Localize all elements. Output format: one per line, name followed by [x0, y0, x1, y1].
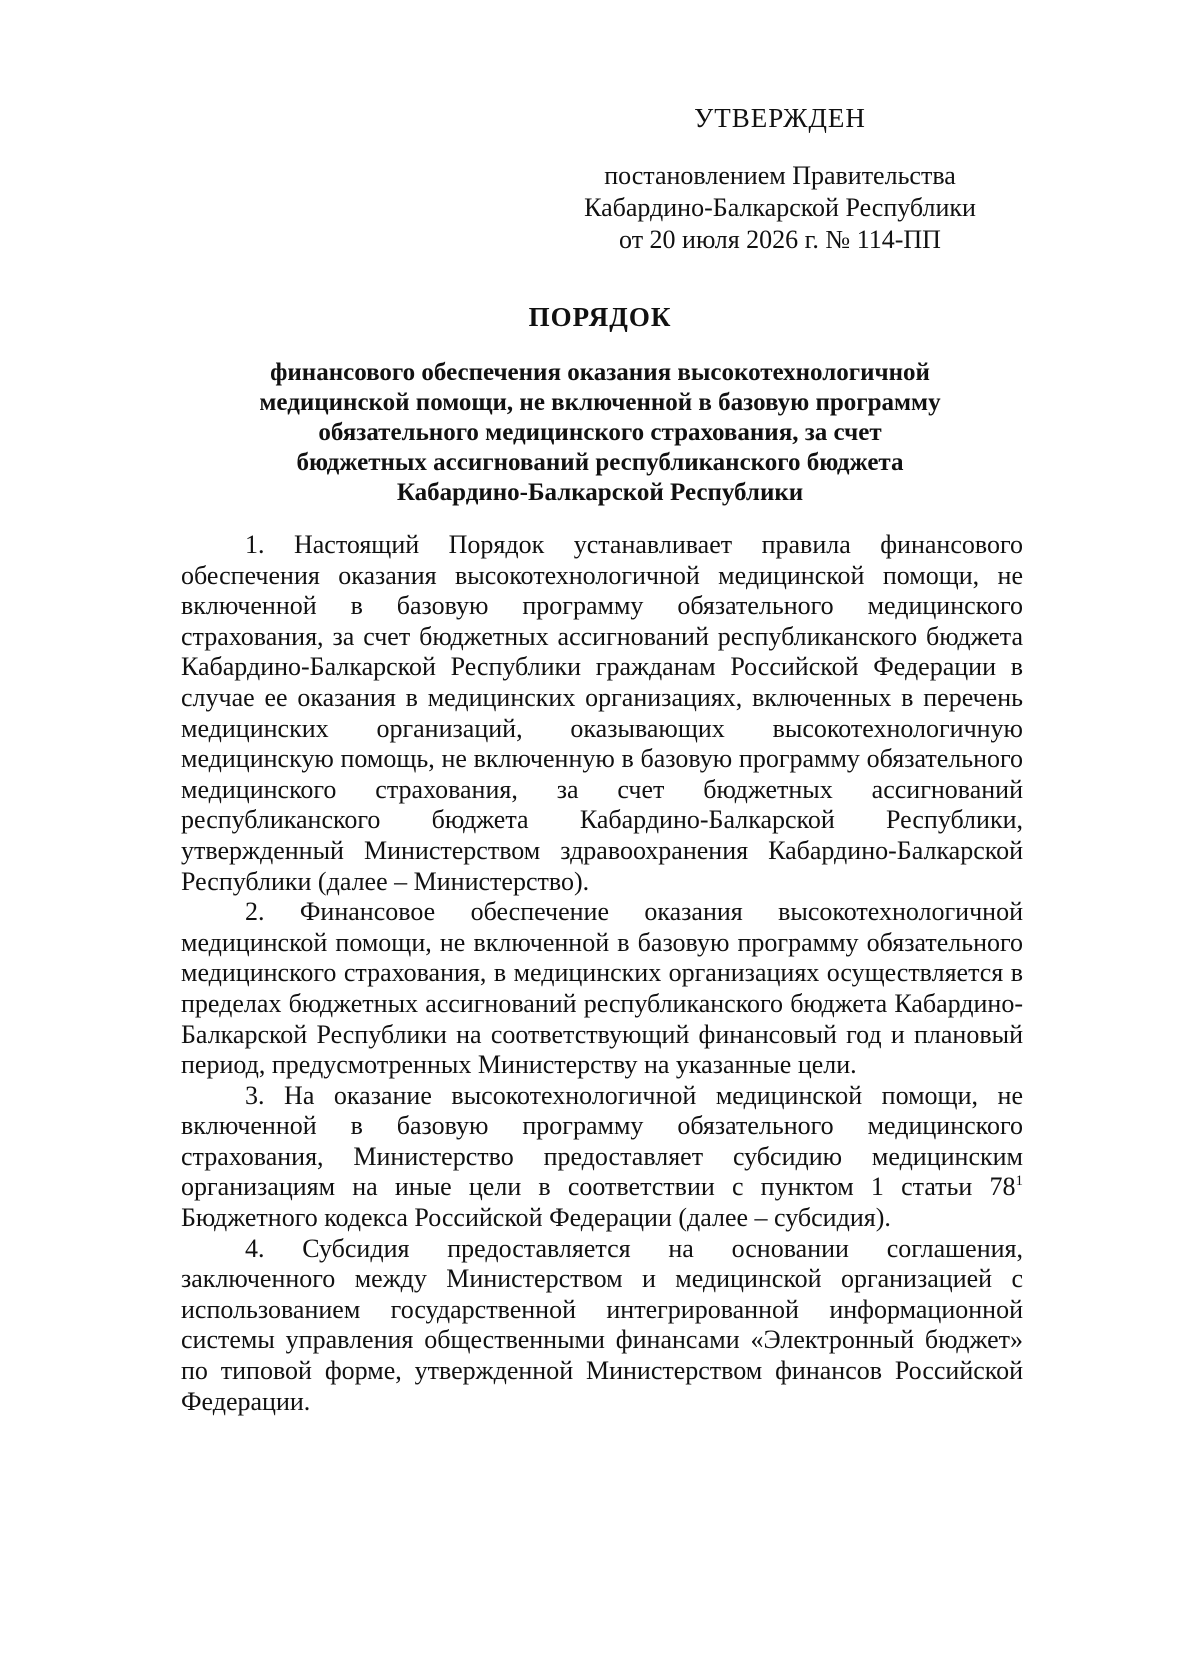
document-subtitle: [170, 358, 1030, 508]
approval-line-1: постановлением Правительства: [604, 161, 956, 190]
subtitle-line: обязательного медицинского страхования, за счет: [318, 419, 882, 446]
paragraph-2: 2. Финансовое обеспечение оказания высокотехнологичной медицинской помощи, не включенной в базовую программу обязательного медицинского страхования, в медицинских организациях осуществляется в пределах бюджетных ассигнований республиканского бюджета Кабардино-Балкарской Республики на соответствующий финансовый год и плановый период, предусмотренных Министерству на указанные цели.: [181, 897, 1023, 1080]
paragraph-3-text: 3. На оказание высокотехнологичной медицинской помощи, не включенной в базовую программу обязательного медицинского страхования, Министерство предоставляет субсидию медицинским организациям на иные цели в соответствии с пунктом 1 статьи 78: [181, 1080, 1023, 1202]
title-block: [170, 300, 1030, 508]
paragraph-4: 4. Субсидия предоставляется на основании соглашения, заключенного между Министерством и медицинской организацией с использованием государственной интегрированной информационной системы управления общественными финансами «Электронный бюджет» по типовой форме, утвержденной Министерством финансов Российской Федерации.: [181, 1233, 1023, 1416]
subtitle-line: медицинской помощи, не включенной в базовую программу: [259, 389, 941, 416]
approval-line-2: Кабардино-Балкарской Республики: [584, 193, 976, 222]
approval-line-3: от 20 июля 2026 г. № 114-ПП: [619, 225, 941, 254]
paragraph-1: 1. Настоящий Порядок устанавливает правила финансового обеспечения оказания высокотехнологичной медицинской помощи, не включенной в базовую программу обязательного медицинского страхования, за счет бюджетных ассигнований республиканского бюджета Кабардино-Балкарской Республики гражданам Российской Федерации в случае ее оказания в медицинских организациях, включенных в перечень медицинских организаций, оказывающих высокотехнологичную медицинскую помощь, не включенную в базовую программу обязательного медицинского страхования, за счет бюджетных ассигнований республиканского бюджета Кабардино-Балкарской Республики, утвержденный Министерством здравоохранения Кабардино-Балкарской Республики (далее – Министерство).: [181, 530, 1023, 896]
paragraph-3: [181, 1081, 1023, 1234]
document-body: [181, 530, 1023, 1417]
subtitle-line: финансового обеспечения оказания высокотехнологичной: [270, 359, 930, 386]
document-title: ПОРЯДОК: [528, 302, 672, 332]
article-superscript: 1: [1015, 1173, 1023, 1190]
subtitle-line: Кабардино-Балкарской Республики: [396, 479, 804, 506]
paragraph-3-text-end: Бюджетного кодекса Российской Федерации (далее – субсидия).: [181, 1203, 891, 1233]
approval-block: [560, 102, 1000, 256]
subtitle-line: бюджетных ассигнований республиканского бюджета: [296, 449, 904, 476]
approval-heading: УТВЕРЖДЕН: [694, 103, 866, 133]
